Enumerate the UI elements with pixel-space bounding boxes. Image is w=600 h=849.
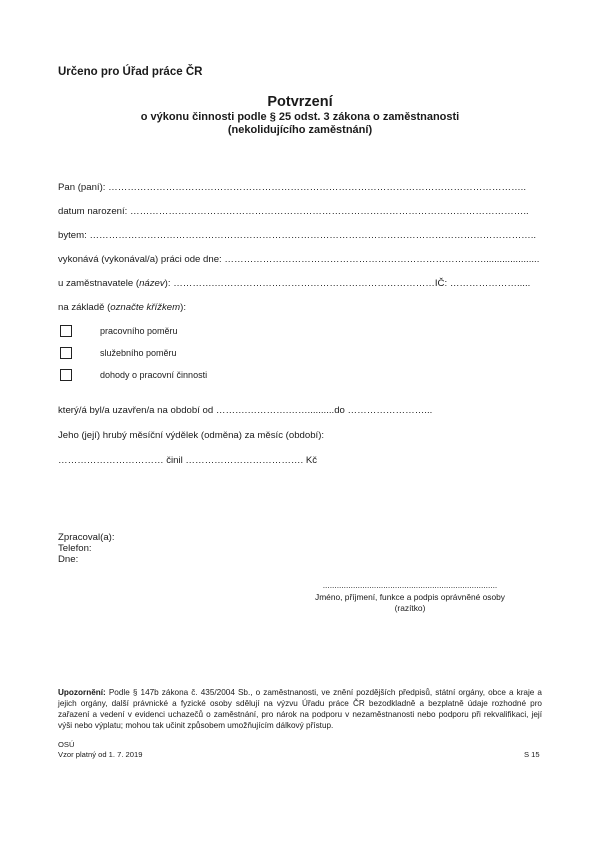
field-zamestnavatel[interactable]: [58, 278, 530, 289]
checkbox-pracovni-pomer[interactable]: [60, 325, 72, 337]
checkbox-label: dohody o pracovní činnosti: [100, 370, 208, 380]
form-title: Potvrzení: [267, 94, 333, 110]
footer-valid-from: Vzor platný od 1. 7. 2019: [58, 750, 143, 759]
signature-line: ...........................................................................: [322, 580, 498, 590]
form-subtitle-line1: o výkonu činnosti podle § 25 odst. 3 zákona o zaměstnanosti: [140, 111, 460, 123]
signature-stamp-label: (razítko): [394, 603, 426, 613]
notice-label: Upozornění:: [58, 688, 106, 697]
footer-code: OSÚ: [58, 740, 75, 749]
signature-label: Jméno, příjmení, funkce a podpis oprávněné osoby: [315, 592, 505, 602]
field-datum-narozeni[interactable]: datum narození: ……………………………………………………………………………………………………………..: [58, 206, 529, 217]
checkbox-row-sluzebni-pomer[interactable]: [60, 347, 177, 359]
zamestnavatel-suffix: ): ………….……………………………………………………………IČ: ………………….....: [164, 278, 531, 289]
checkbox-dohoda-pracovni-cinnosti[interactable]: [60, 369, 72, 381]
notice-paragraph: [58, 687, 542, 731]
zamestnavatel-italic: název: [139, 278, 165, 289]
checkbox-sluzebni-pomer[interactable]: [60, 347, 72, 359]
zpracoval-label: Zpracoval(a):: [58, 532, 115, 543]
telefon-label: Telefon:: [58, 543, 92, 554]
checkbox-label: pracovního poměru: [100, 326, 178, 336]
field-bytem[interactable]: bytem: …………………………………………………………………………………………………………………………..: [58, 230, 537, 241]
checkbox-row-pracovni-pomer[interactable]: [60, 325, 178, 337]
field-vykonava[interactable]: vykonává (vykonával/a) práci ode dne: ……………………………………………………………………….....................: [58, 254, 540, 265]
checkbox-label: služebního poměru: [100, 348, 177, 358]
field-obdobi[interactable]: který/á byl/a uzavřen/a na období od ……….………….……..........do ……………………...: [58, 405, 433, 416]
dne-label: Dne:: [58, 554, 79, 565]
field-cinil[interactable]: …………………………… činil ………………………………. Kč: [58, 455, 318, 466]
footer-page-number: S 15: [524, 750, 540, 759]
checkbox-row-dohoda[interactable]: [60, 369, 207, 381]
zamestnavatel-prefix: u zaměstnavatele (: [58, 278, 140, 289]
na-zaklade-prefix: na základě (: [58, 302, 111, 313]
form-subtitle-line2: (nekolidujícího zaměstnání): [227, 124, 373, 136]
notice-text: Podle § 147b zákona č. 435/2004 Sb., o zaměstnanosti, ve znění pozdějších předpisů, státní orgány, obce a kraje a jejich orgány, další právnické a fyzické osoby sdělují na výzvu Úřadu práce ČR bezodkladně a bezplatně údaje rozhodné pro zařazení a vedení v evidenci uchazečů o zaměstnání, pro nárok na podporu v nezaměstnanosti nebo podporu při rekvalifikaci, její výši nebo výplatu; mohou tak učinit způsobem umožňujícím dálkový přístup.: [58, 688, 542, 730]
na-zaklade-suffix: ):: [180, 302, 186, 313]
na-zaklade-italic: označte křížkem: [110, 302, 181, 313]
na-zaklade-label: [58, 302, 186, 313]
intended-for-label: Určeno pro Úřad práce ČR: [58, 66, 203, 78]
vydelek-label: Jeho (její) hrubý měsíční výdělek (odměna) za měsíc (období):: [58, 430, 325, 441]
field-pan[interactable]: Pan (paní): …………………………………………………………………………………………………………………..: [58, 182, 526, 193]
